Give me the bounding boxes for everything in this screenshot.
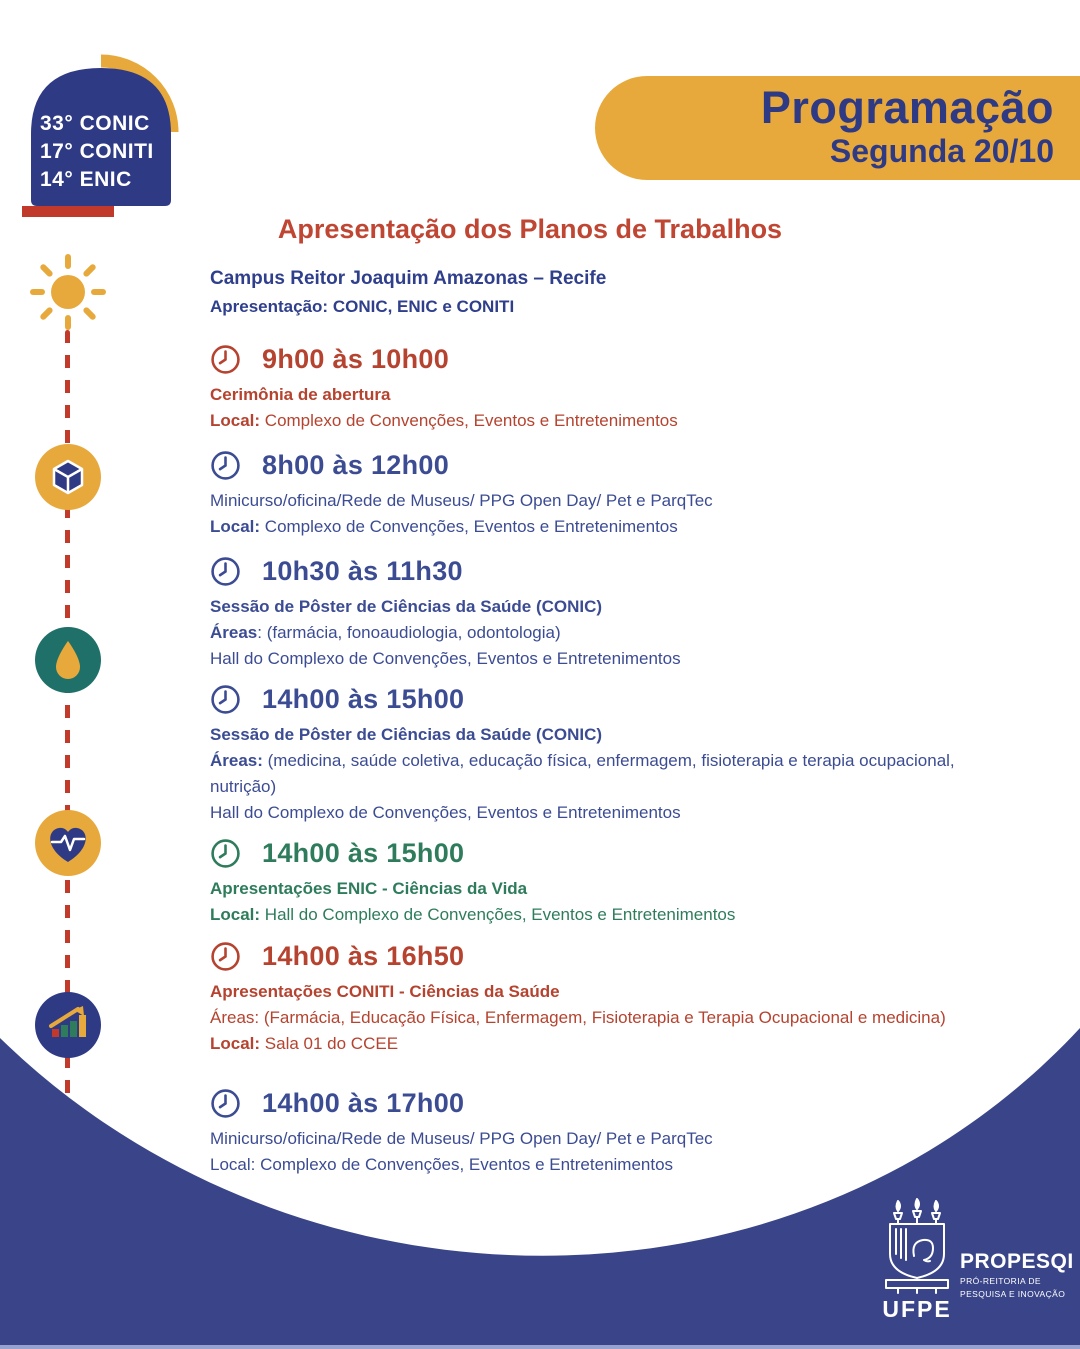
location-text: Hall do Complexo de Convenções, Eventos e Entretenimentos (260, 905, 736, 924)
event-desc-text: Minicurso/oficina/Rede de Museus/ PPG Open Day/ Pet e ParqTec (210, 491, 713, 510)
sun-icon (28, 252, 108, 332)
badge-line-coniti: 17° CONITI (40, 140, 154, 163)
location-text: Sala 01 do CCEE (260, 1034, 399, 1053)
location-label: Local: (210, 411, 261, 430)
water-drop-icon (35, 627, 101, 693)
campus-name: Campus Reitor Joaquim Amazonas – Recife (210, 268, 607, 289)
event-block-3 (210, 556, 960, 672)
badge-text (40, 110, 154, 194)
event-title (210, 594, 960, 620)
event-time: 10h30 às 11h30 (262, 556, 463, 586)
propesqi-logo (960, 1250, 1074, 1300)
location-label: Local: (210, 905, 261, 924)
event-time: 14h00 às 15h00 (262, 838, 465, 868)
program-banner (595, 76, 1080, 180)
areas-text: : (farmácia, fonoaudiologia, odontologia) (257, 623, 561, 642)
clock-icon (210, 941, 241, 972)
event-location (210, 902, 960, 928)
event-time: 9h00 às 10h00 (262, 344, 450, 374)
areas-text: Áreas: (Farmácia, Educação Física, Enfermagem, Fisioterapia e Terapia Ocupacional e medicina) (210, 1008, 946, 1027)
ufpe-crest-icon (884, 1198, 950, 1294)
clock-icon (210, 684, 241, 715)
areas-text: (medicina, saúde coletiva, educação física, enfermagem, fisioterapia e terapia ocupacional, nutrição) (210, 751, 955, 796)
event-title-text: Apresentações ENIC - Ciências da Vida (210, 879, 528, 898)
clock-icon (210, 450, 241, 481)
heart-pulse-icon (35, 810, 101, 876)
event-time: 14h00 às 17h00 (262, 1088, 465, 1118)
event-title (210, 382, 960, 408)
location-text: Complexo de Convenções, Eventos e Entretenimentos (260, 411, 678, 430)
banner-date: Segunda 20/10 (829, 133, 1054, 169)
clock-icon (210, 556, 241, 587)
footer-bottom-strip (0, 1345, 1080, 1349)
location-label: Local: (210, 517, 261, 536)
event-time: 14h00 às 15h00 (262, 684, 465, 714)
areas-label: Áreas: (210, 751, 263, 770)
presentation-info: Apresentação: CONIC, ENIC e CONITI (210, 297, 515, 316)
page-title: Apresentação dos Planos de Trabalhos (277, 214, 783, 244)
propesqi-subtitle-1: PRÓ-REITORIA DE (960, 1276, 1041, 1286)
location-text: Complexo de Convenções, Eventos e Entretenimentos (260, 517, 678, 536)
location-label: Local: (210, 1034, 261, 1053)
event-title (210, 722, 960, 748)
conic-badge (25, 56, 177, 224)
event-title (210, 876, 960, 902)
event-desc-text: Minicurso/oficina/Rede de Museus/ PPG Open Day/ Pet e ParqTec (210, 1129, 713, 1148)
event-block-5 (210, 838, 960, 928)
event-title-text: Sessão de Pôster de Ciências da Saúde (CONIC) (210, 725, 603, 744)
location-text: Hall do Complexo de Convenções, Eventos e Entretenimentos (210, 803, 681, 822)
propesqi-title: PROPESQI (960, 1250, 1074, 1273)
event-title-text: Sessão de Pôster de Ciências da Saúde (CONIC) (210, 597, 603, 616)
badge-red-bar (22, 206, 114, 217)
event-areas (210, 748, 960, 800)
badge-line-enic: 14° ENIC (40, 168, 132, 191)
badge-line-conic: 33° CONIC (40, 112, 150, 135)
location-text: Local: Complexo de Convenções, Eventos e Entretenimentos (210, 1155, 674, 1174)
event-areas (210, 620, 960, 646)
event-block-4 (210, 684, 960, 826)
event-block-1 (210, 344, 960, 434)
ufpe-wordmark: UFPE (882, 1296, 952, 1322)
museum-cube-icon (35, 444, 101, 510)
event-title-text: Apresentações CONITI - Ciências da Saúde (210, 982, 560, 1001)
location-text: Hall do Complexo de Convenções, Eventos e Entretenimentos (210, 649, 681, 668)
event-block-2 (210, 450, 960, 540)
event-location (210, 800, 960, 826)
clock-icon (210, 838, 241, 869)
event-time: 14h00 às 16h50 (262, 941, 465, 971)
campus-info (210, 268, 606, 317)
event-title-text: Cerimônia de abertura (210, 385, 391, 404)
event-time: 8h00 às 12h00 (262, 450, 450, 480)
propesqi-subtitle-2: PESQUISA E INOVAÇÃO (960, 1289, 1066, 1299)
banner-title: Programação (760, 82, 1054, 133)
event-location (210, 408, 960, 434)
clock-icon (210, 344, 241, 375)
event-location (210, 514, 960, 540)
event-description (210, 488, 960, 514)
areas-label: Áreas (210, 623, 258, 642)
event-location (210, 646, 960, 672)
